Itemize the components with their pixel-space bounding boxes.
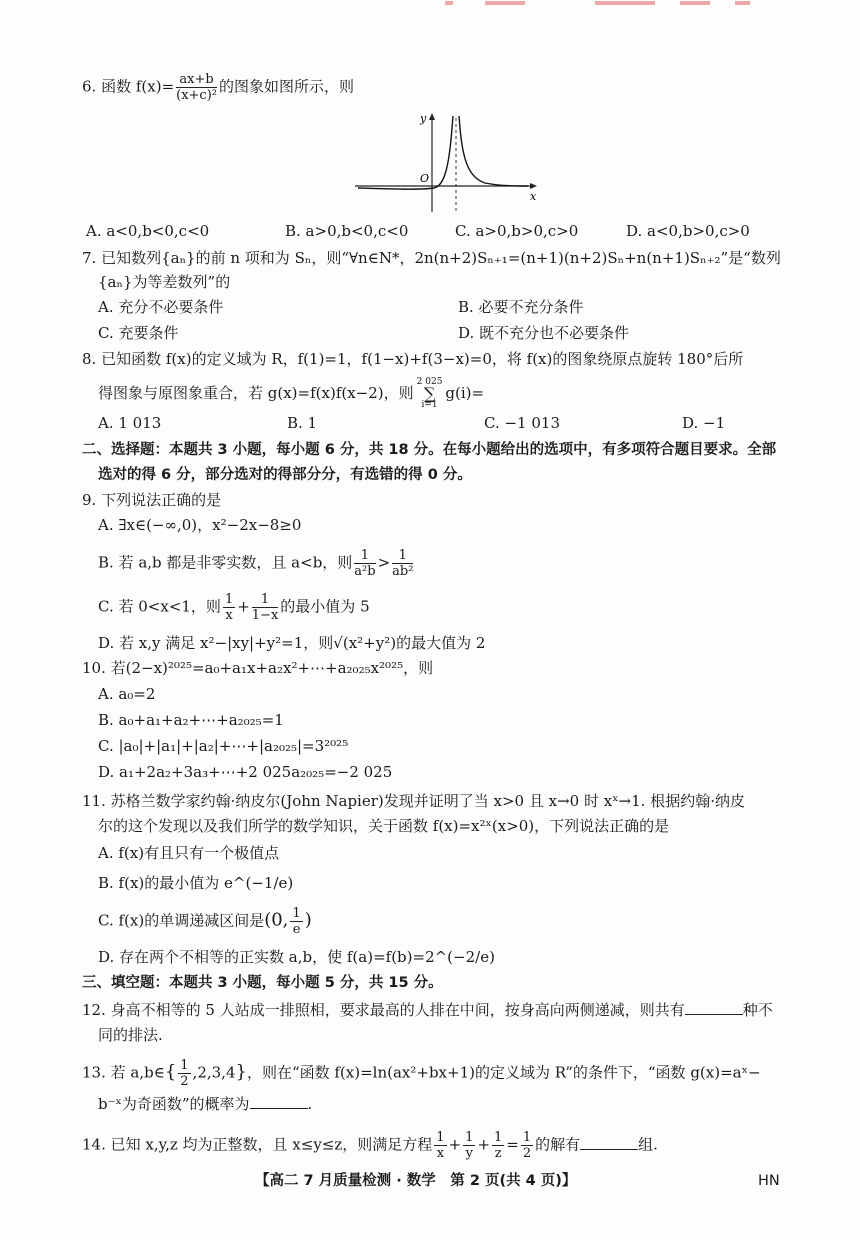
q11-option-d: D. 存在两个不相等的正实数 a,b，使 f(a)=f(b)=2^(−2/e) (98, 948, 495, 966)
top-mark (735, 1, 750, 5)
q9-b-prefix: B. 若 a,b 都是非零实数，且 a<b，则 (98, 553, 353, 572)
q8-option-c: C. −1 013 (484, 414, 560, 432)
q9-c-prefix: C. 若 0<x<1，则 (98, 597, 221, 616)
q13-answer-blank[interactable] (250, 1092, 308, 1109)
q8-line2 (98, 378, 484, 410)
frac-num: 1 (354, 548, 375, 564)
q14-plus: + (448, 1135, 462, 1154)
q6-stem-prefix: 6. 函数 f(x)= (82, 77, 175, 96)
q12-line1-prefix: 12. 身高不相等的 5 人站成一排照相，要求最高的人排在中间，按身高向两侧递减，则共有 (82, 1001, 685, 1019)
q11-c-interval-left: (0, (264, 909, 289, 931)
q11-c-interval-right: ) (304, 909, 312, 931)
q9-option-a: A. ∃x∈(−∞,0)，x²−2x−8≥0 (98, 516, 302, 534)
q6-frac-den: (x+c)² (176, 88, 218, 103)
q13-line1-prefix: 13. 若 a,b∈ (82, 1063, 165, 1082)
q14-frac2 (463, 1130, 475, 1161)
q8-sum-symbol: ∑ (423, 384, 436, 403)
q8-line2-suffix: g(i)= (445, 384, 485, 402)
graph-x-label: x (530, 190, 537, 203)
q10-stem: 10. 若(2−x)²⁰²⁵=a₀+a₁x+a₂x²+⋯+a₂₀₂₅x²⁰²⁵，则 (82, 659, 434, 677)
graph-curve-left (358, 116, 453, 189)
q14-frac4 (521, 1130, 533, 1161)
q9-c-frac2 (252, 592, 279, 623)
q10-option-a: A. a₀=2 (98, 685, 156, 703)
top-edge-marks (0, 0, 860, 10)
q11-c-prefix: C. f(x)的单调递减区间是 (98, 911, 265, 930)
q6-stem-suffix: 的图象如图所示，则 (219, 77, 355, 96)
q12-answer-blank[interactable] (685, 998, 743, 1015)
q8-line1: 8. 已知函数 f(x)的定义域为 R，f(1)=1，f(1−x)+f(3−x)=0，将 f(x)的图象绕原点旋转 180°后所 (82, 350, 744, 368)
q9-b-frac1 (354, 548, 375, 579)
q14-answer-blank[interactable] (580, 1133, 638, 1150)
q14-plus: + (477, 1135, 491, 1154)
frac-den: a²b (354, 564, 376, 579)
q11-option-b: B. f(x)的最小值为 e^(−1/e) (98, 874, 294, 892)
q9-c-frac1 (223, 592, 235, 623)
q11-line1: 11. 苏格兰数学家约翰·纳皮尔(John Napier)发现并证明了当 x>0 且 x→0 时 xˣ→1. 根据约翰·纳皮 (82, 792, 745, 810)
frac-num: 1 (224, 592, 234, 607)
q14-eq: = (506, 1135, 519, 1154)
q10-option-d: D. a₁+2a₂+3a₃+⋯+2 025a₂₀₂₅=−2 025 (98, 763, 393, 781)
q9-option-c (98, 592, 370, 623)
frac-num: 1 (292, 906, 301, 921)
frac-num: 1 (392, 548, 413, 564)
top-mark (595, 1, 655, 5)
q13-line2 (98, 1092, 312, 1115)
section3-line1: 三、填空题：本题共 3 小题，每小题 5 分，共 15 分。 (82, 975, 443, 991)
q8-summation (417, 378, 443, 410)
q6-stem (82, 72, 354, 103)
section2-line1: 二、选择题：本题共 3 小题，每小题 6 分，共 18 分。在每小题给出的选项中，有多项符合题目要求。全部 (82, 442, 777, 458)
q10-option-c: C. |a₀|+|a₁|+|a₂|+⋯+|a₂₀₂₅|=3²⁰²⁵ (98, 737, 349, 755)
q13-line1-suffix: ，则在“函数 f(x)=ln(ax²+bx+1)的定义域为 R”的条件下，“函数 g(x)=aˣ− (246, 1063, 761, 1082)
q13-set-rest: ,2,3,4 (192, 1063, 236, 1082)
q8-sum-bottom: i=1 (421, 400, 438, 410)
q7-line2: {aₙ}为等差数列”的 (98, 273, 231, 291)
q7-option-c: C. 充要条件 (98, 324, 179, 342)
frac-den: z (494, 1146, 502, 1161)
q6-fraction (176, 72, 217, 103)
q13-line1 (82, 1058, 761, 1089)
frac-den: y (465, 1146, 473, 1161)
frac-num: 1 (436, 1130, 445, 1145)
q8-option-b: B. 1 (287, 414, 318, 432)
q8-option-a: A. 1 013 (98, 414, 162, 432)
q9-option-d: D. 若 x,y 满足 x²−|xy|+y²=1，则√(x²+y²)的最大值为 2 (98, 634, 486, 652)
q7-option-d: D. 既不充分也不必要条件 (458, 324, 630, 342)
top-mark (485, 1, 525, 5)
frac-num: 1 (180, 1058, 189, 1073)
q11-c-frac (290, 906, 302, 937)
graph-y-label: y (420, 112, 427, 125)
graph-y-arrow (429, 113, 435, 120)
q14-prefix: 14. 已知 x,y,z 均为正整数，且 x≤y≤z，则满足方程 (82, 1135, 433, 1154)
q12-line2: 同的排法. (98, 1026, 163, 1044)
q11-line2: 尔的这个发现以及我们所学的数学知识，关于函数 f(x)=x²ˣ(x>0)，下列说法正确的是 (98, 817, 670, 835)
q8-line2-prefix: 得图象与原图象重合，若 g(x)=f(x)f(x−2)，则 (98, 384, 414, 402)
frac-num: 1 (252, 592, 279, 608)
q13-line2-prefix: b⁻ˣ为奇函数”的概率为 (98, 1095, 250, 1113)
q9-option-b (98, 548, 415, 579)
q7-line1: 7. 已知数列{aₙ}的前 n 项和为 Sₙ，则“∀n∈N*，2n(n+2)Sₙ₊₁=(n+1)(n+2)Sₙ+n(n+1)Sₙ₊₂”是“数列 (82, 249, 781, 267)
frac-den: 2 (180, 1074, 189, 1089)
q13-set-close: } (235, 1061, 247, 1083)
top-mark (680, 1, 710, 5)
top-mark (445, 1, 453, 5)
q6-option-b: B. a>0,b<0,c<0 (285, 222, 409, 240)
q14-frac1 (434, 1130, 446, 1161)
page-footer (0, 1168, 860, 1194)
q7-option-b: B. 必要不充分条件 (458, 298, 584, 316)
q13-line2-suffix: . (307, 1095, 313, 1113)
q14-frac3 (492, 1130, 504, 1161)
q9-c-mid: + (237, 597, 250, 616)
frac-den: x (225, 608, 233, 623)
frac-num: 1 (494, 1130, 503, 1145)
q8-option-d: D. −1 (682, 414, 726, 432)
q10-option-b: B. a₀+a₁+a₂+⋯+a₂₀₂₅=1 (98, 711, 284, 729)
q6-function-graph (350, 108, 540, 216)
q6-option-c: C. a>0,b>0,c>0 (455, 222, 579, 240)
frac-den: 2 (522, 1146, 532, 1161)
q6-frac-num: ax+b (176, 72, 217, 88)
q9-b-mid: > (377, 553, 391, 572)
q6-option-a: A. a<0,b<0,c<0 (86, 222, 210, 240)
q9-c-suffix: 的最小值为 5 (280, 597, 370, 616)
frac-den: x (436, 1146, 445, 1161)
q8-sum-top: 2 025 (416, 377, 443, 387)
frac-den: e (292, 922, 301, 937)
q14-suffix: 组. (638, 1135, 658, 1154)
q7-option-a: A. 充分不必要条件 (98, 298, 224, 316)
q9-b-frac2 (392, 548, 413, 579)
frac-den: ab² (392, 564, 414, 579)
q12-line1-suffix: 种不 (742, 1001, 773, 1019)
footer-right: HN (758, 1173, 780, 1189)
graph-origin-label: O (420, 172, 430, 185)
section2-line2: 选对的得 6 分，部分选对的得部分分，有选错的得 0 分。 (98, 467, 472, 483)
q14-line (82, 1130, 658, 1161)
footer-center: 【高二 7 月质量检测 · 数学 第 2 页(共 4 页)】 (255, 1173, 577, 1189)
graph-curve-right (459, 116, 528, 186)
frac-num: 1 (522, 1130, 532, 1145)
q11-option-c (98, 906, 312, 937)
q14-mid: 的解有 (535, 1135, 581, 1154)
q11-option-a: A. f(x)有且只有一个极值点 (98, 844, 280, 862)
frac-num: 1 (465, 1130, 474, 1145)
q6-option-d: D. a<0,b>0,c>0 (626, 222, 750, 240)
q9-stem: 9. 下列说法正确的是 (82, 491, 222, 509)
frac-den: 1−x (251, 608, 279, 623)
q13-set-frac (178, 1058, 190, 1089)
graph-x-arrow (530, 183, 537, 189)
q13-set-open: { (164, 1061, 177, 1083)
q12-line1 (82, 998, 773, 1021)
